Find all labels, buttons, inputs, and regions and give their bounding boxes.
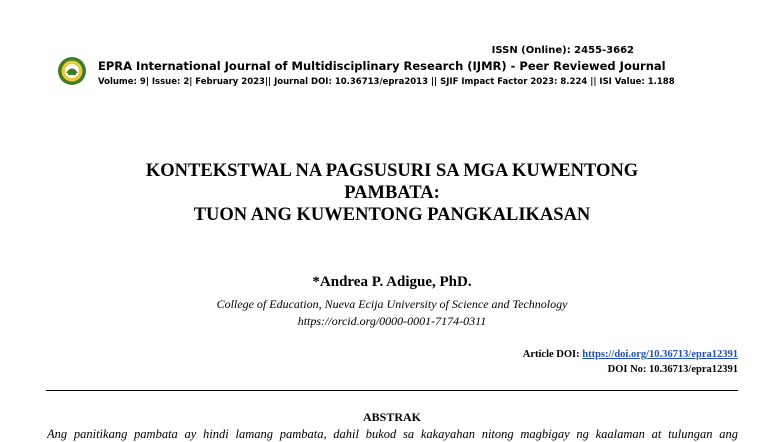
author-affiliation-block xyxy=(0,296,784,330)
issn-line: ISSN (Online): 2455-3662 xyxy=(491,45,634,56)
title-line-3: TUON ANG KUWENTONG PANGKALIKASAN xyxy=(193,205,591,225)
abstract-first-line: Ang panitikang pambata ay hindi lamang pambata, dahil bukod sa kakayahan nitong magbigay ng kaalaman at tulungan ang xyxy=(47,427,738,441)
title-line-2: PAMBATA: xyxy=(344,183,440,203)
article-doi-link[interactable]: https://doi.org/10.36713/epra12391 xyxy=(582,349,738,360)
section-divider xyxy=(46,390,738,391)
orcid: https://orcid.org/0000-0001-7174-0311 xyxy=(297,314,487,328)
doi-block xyxy=(0,347,738,377)
title-line-1: KONTEKSTWAL NA PAGSUSURI SA MGA KUWENTONG xyxy=(145,161,639,181)
article-doi-label: Article DOI: xyxy=(522,349,580,360)
affiliation: College of Education, Nueva Ecija University of Science and Technology xyxy=(216,297,568,311)
article-title xyxy=(0,160,784,226)
author-name: *Andrea P. Adigue, PhD. xyxy=(312,274,472,290)
journal-title: EPRA International Journal of Multidisciplinary Research (IJMR) - Peer Reviewed Journal xyxy=(98,59,666,73)
article-doi-line xyxy=(0,347,738,362)
volume-issue-line: Volume: 9| Issue: 2| February 2023|| Journal DOI: 10.36713/epra2013 || SJIF Impact Factor 2023: 8.224 || ISI Value: 1.188 xyxy=(98,77,675,87)
journal-seal-logo xyxy=(57,56,87,86)
doi-number: DOI No: 10.36713/epra12391 xyxy=(607,364,738,375)
abstract-heading: ABSTRAK xyxy=(362,410,421,424)
